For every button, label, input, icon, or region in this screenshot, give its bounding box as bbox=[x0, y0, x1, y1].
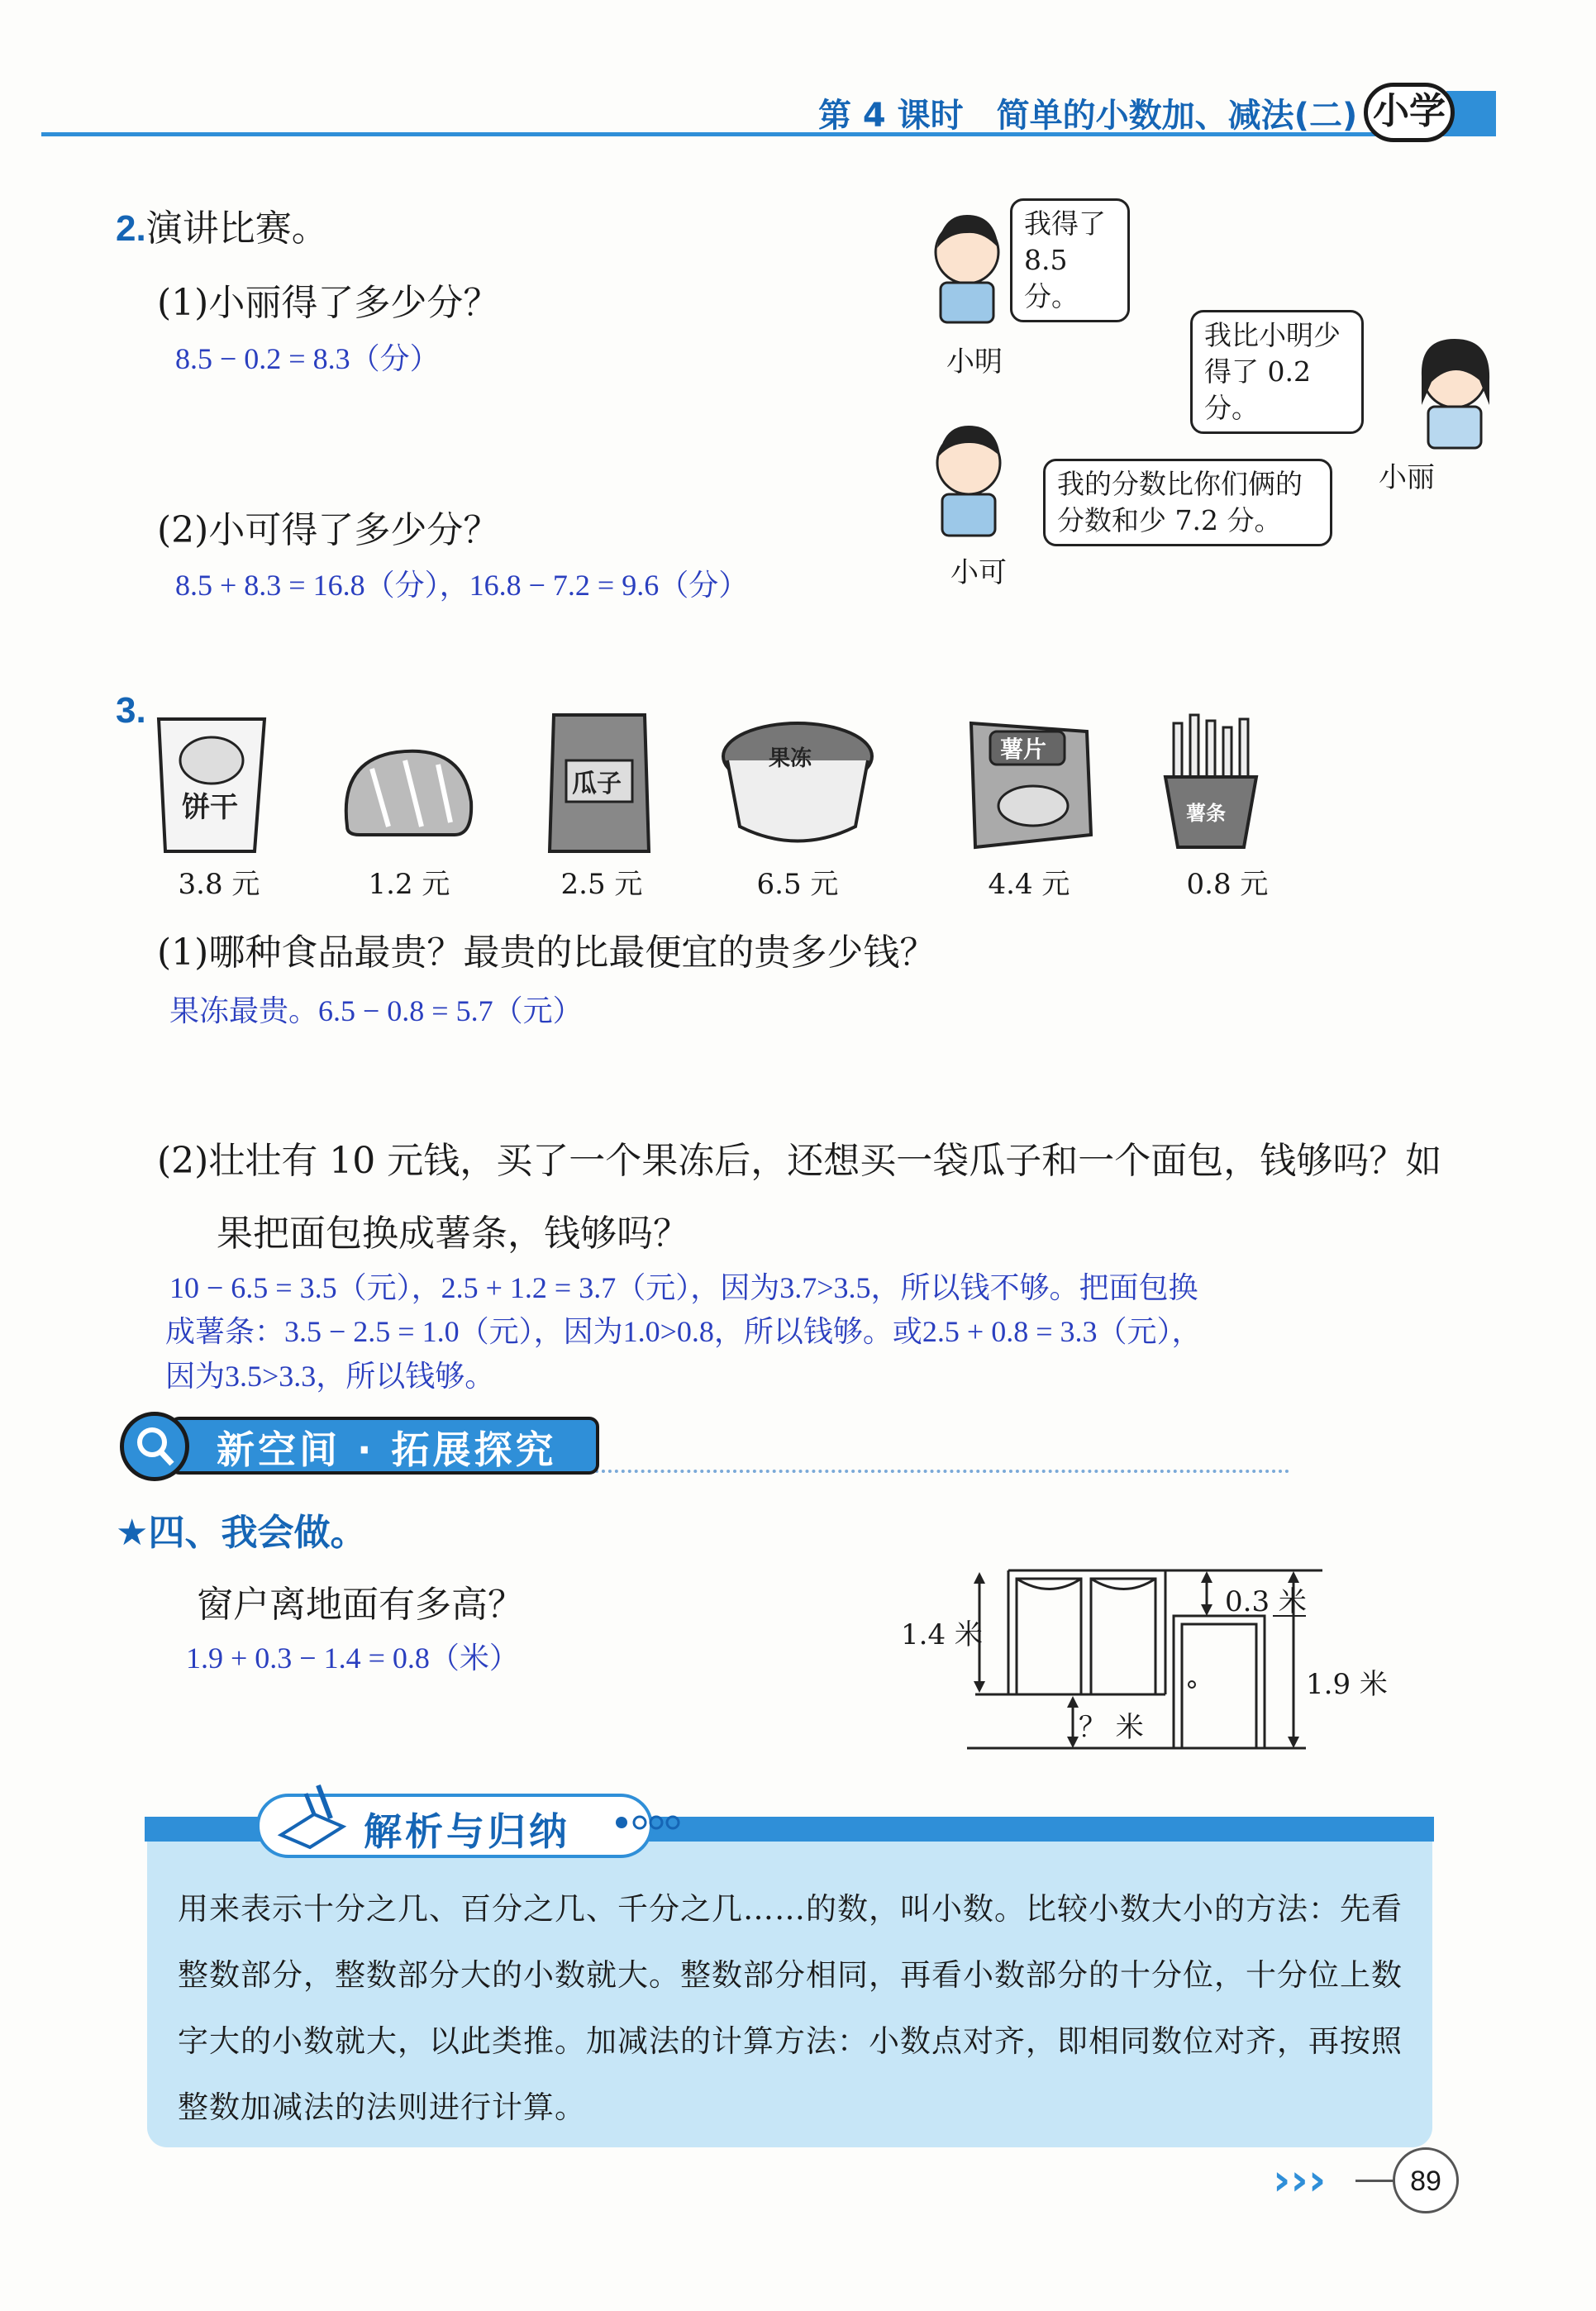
xiaoming-speech-line2: 8.5 分。 bbox=[1024, 244, 1079, 312]
page-arrows-icon: ››› bbox=[1273, 2156, 1327, 2205]
xiaoli-figure bbox=[1422, 339, 1489, 448]
melon-seeds-bag-icon bbox=[550, 715, 649, 851]
magnifier-icon bbox=[120, 1412, 189, 1481]
section-dotted-rule bbox=[595, 1470, 1289, 1473]
food-illustrations bbox=[149, 711, 1322, 860]
biscuit-label: 饼干 bbox=[182, 791, 238, 824]
bread-price: 1.2 元 bbox=[368, 868, 450, 901]
q3-answer1: 果冻最贵。6.5 − 0.8 = 5.7（元） bbox=[169, 994, 583, 1027]
q2-answer2: 8.5 + 8.3 = 16.8（分），16.8 − 7.2 = 9.6（分） bbox=[175, 569, 749, 602]
biscuit-bag-icon bbox=[159, 719, 264, 851]
xiaoli-speech-line2: 得了 0.2 分。 bbox=[1204, 355, 1311, 424]
melon-seeds-label: 瓜子 bbox=[572, 770, 622, 798]
chips-label: 薯片 bbox=[1000, 736, 1047, 763]
q2-title: 演讲比赛。 bbox=[145, 207, 328, 250]
q3-answer2-line3: 因为3.5>3.3，所以钱够。 bbox=[165, 1360, 495, 1393]
q4-title: ★四、我会做。 bbox=[116, 1512, 367, 1554]
window-height-label: 1.4 米 bbox=[901, 1618, 983, 1651]
melon-seeds-price: 2.5 元 bbox=[560, 868, 643, 901]
fries-icon bbox=[1165, 715, 1256, 847]
q2-answer1: 8.5 − 0.2 = 8.3（分） bbox=[175, 342, 440, 375]
q2-number: 2. bbox=[116, 208, 146, 249]
q2-sub2: (2)小可得了多少分？ bbox=[157, 509, 500, 551]
book-pen-icon bbox=[273, 1777, 355, 1856]
xiaoming-speech-bubble bbox=[1010, 198, 1130, 322]
xiaoke-speech-line2: 分数和少 7.2 分。 bbox=[1057, 504, 1282, 536]
fries-price: 0.8 元 bbox=[1186, 868, 1269, 901]
summary-title: 解析与归纳 bbox=[364, 1809, 570, 1854]
xiaoli-speech-line1: 我比小明少 bbox=[1204, 319, 1341, 351]
q3-number: 3. bbox=[116, 690, 146, 731]
bread-icon bbox=[346, 751, 471, 835]
jelly-price: 6.5 元 bbox=[756, 868, 839, 901]
q3-sub2-line1: (2)壮壮有 10 元钱，买了一个果冻后，还想买一袋瓜子和一个面包，钱够吗？如 bbox=[157, 1140, 1442, 1182]
q3-answer2-line1: 10 − 6.5 = 3.5（元），2.5 + 1.2 = 3.7（元），因为3.7>3.5，所以钱不够。把面包换 bbox=[169, 1271, 1198, 1304]
page-number: 89 bbox=[1393, 2147, 1459, 2213]
xiaoming-name: 小明 bbox=[946, 345, 1003, 379]
page-number-rule bbox=[1355, 2180, 1395, 2182]
lesson-title: 第 4 课时 简单的小数加、减法(二) bbox=[818, 97, 1358, 135]
unknown-height-label: ？ 米 bbox=[1079, 1711, 1144, 1744]
grade-badge: 小学 bbox=[1364, 83, 1455, 142]
chips-bag-icon bbox=[971, 723, 1091, 847]
xiaoke-speech-bubble bbox=[1043, 459, 1332, 546]
q3-sub2-line2: 果把面包换成薯条，钱够吗？ bbox=[217, 1213, 689, 1255]
q4-answer: 1.9 + 0.3 − 1.4 = 0.8（米） bbox=[186, 1642, 519, 1675]
q3-sub1: (1)哪种食品最贵？最贵的比最便宜的贵多少钱？ bbox=[157, 932, 936, 974]
chips-price: 4.4 元 bbox=[988, 868, 1070, 901]
xiaoke-name: 小可 bbox=[950, 556, 1007, 589]
xiaoli-speech-bubble bbox=[1190, 310, 1364, 434]
dots-decoration bbox=[613, 1810, 688, 1835]
summary-text: 用来表示十分之几、百分之几、千分之几……的数，叫小数。比较小数大小的方法：先看整数部分，整数部分大的小数就大。整数部分相同，再看小数部分的十分位，十分位上数字大的小数就大，以此类推。加减法的计算方法：小数点对齐，即相同数位对齐，再按照整数加减法的法则进行计算。 bbox=[178, 1891, 1403, 2125]
fries-label: 薯条 bbox=[1186, 802, 1226, 825]
biscuit-price: 3.8 元 bbox=[178, 868, 260, 901]
q2-heading bbox=[116, 198, 328, 251]
top-gap-label: 0.3 米 bbox=[1225, 1585, 1307, 1618]
xiaoli-name: 小丽 bbox=[1379, 461, 1435, 494]
section-title: 新空间 · 拓展探究 bbox=[217, 1427, 557, 1472]
q2-sub1: (1)小丽得了多少分？ bbox=[157, 282, 500, 324]
xiaoke-figure bbox=[937, 426, 1000, 536]
q3-answer2-line2: 成薯条：3.5 − 2.5 = 1.0（元），因为1.0>0.8，所以钱够。或2.5 + 0.8 = 3.3（元）， bbox=[165, 1315, 1202, 1348]
jelly-label: 果冻 bbox=[769, 746, 812, 771]
jelly-cup-icon bbox=[723, 723, 872, 841]
xiaoming-figure bbox=[936, 215, 998, 322]
xiaoke-speech-line1: 我的分数比你们俩的 bbox=[1057, 468, 1303, 500]
q4-question: 窗户离地面有多高？ bbox=[197, 1584, 524, 1626]
xiaoming-speech-line1: 我得了 bbox=[1024, 207, 1106, 240]
door-height-label: 1.9 米 bbox=[1306, 1668, 1388, 1701]
